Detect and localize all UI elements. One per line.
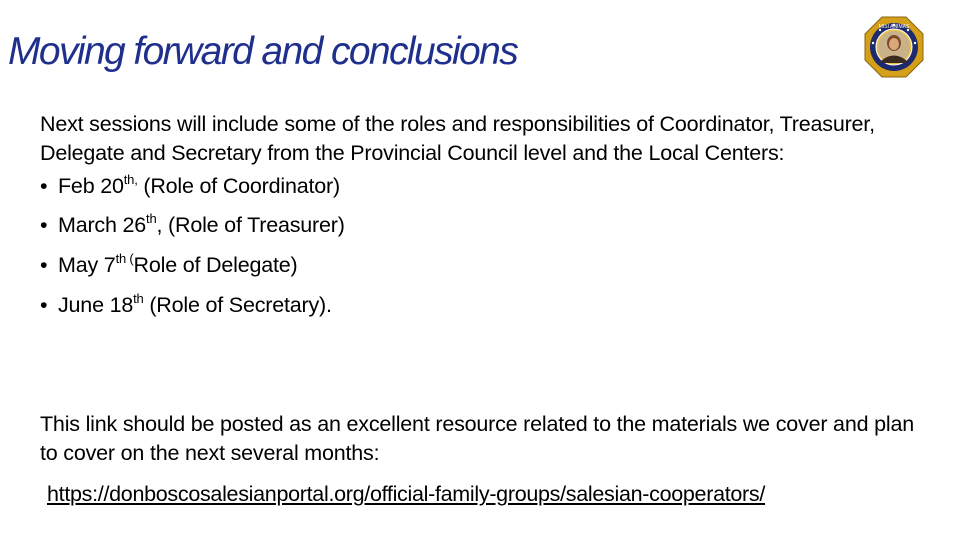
session-role: , (Role of Treasurer): [156, 213, 345, 237]
slide-title: Moving forward and conclusions: [8, 30, 518, 73]
session-date: May 7: [58, 253, 116, 277]
bullet-marker: •: [40, 293, 48, 317]
list-item: [40, 285, 920, 325]
ordinal-suffix: th,: [123, 171, 138, 187]
salesian-cooperators-emblem-icon: [864, 16, 924, 78]
bullet-marker: •: [40, 253, 48, 277]
ordinal-suffix: th: [146, 210, 157, 226]
session-date: June 18: [58, 293, 134, 317]
session-list: [40, 167, 920, 325]
session-role: (Role of Secretary).: [143, 293, 332, 317]
session-role: Role of Delegate): [133, 253, 298, 277]
ordinal-suffix: th (: [115, 250, 134, 266]
resource-link[interactable]: https://donboscosalesianportal.org/official-family-groups/salesian-cooperators/: [47, 482, 766, 506]
content-body: [40, 110, 920, 325]
ordinal-suffix: th: [133, 290, 144, 306]
emblem-ring-text: MISI ANIMAS: [878, 24, 910, 30]
list-item: [40, 205, 920, 245]
resource-paragraph: This link should be posted as an excellent resource related to the materials we cover and plan to cover on the next several months:: [40, 412, 914, 465]
session-date: March 26: [58, 213, 147, 237]
bullet-marker: •: [40, 174, 48, 198]
session-role: (Role of Coordinator): [137, 174, 340, 198]
list-item: [40, 167, 920, 205]
intro-paragraph: Next sessions will include some of the roles and responsibilities of Coordinator, Treasurer, Delegate and Secretary from the Provincial Council level and the Local Centers:: [40, 112, 875, 165]
list-item: [40, 245, 920, 285]
session-date: Feb 20: [58, 174, 124, 198]
bullet-marker: •: [40, 213, 48, 237]
